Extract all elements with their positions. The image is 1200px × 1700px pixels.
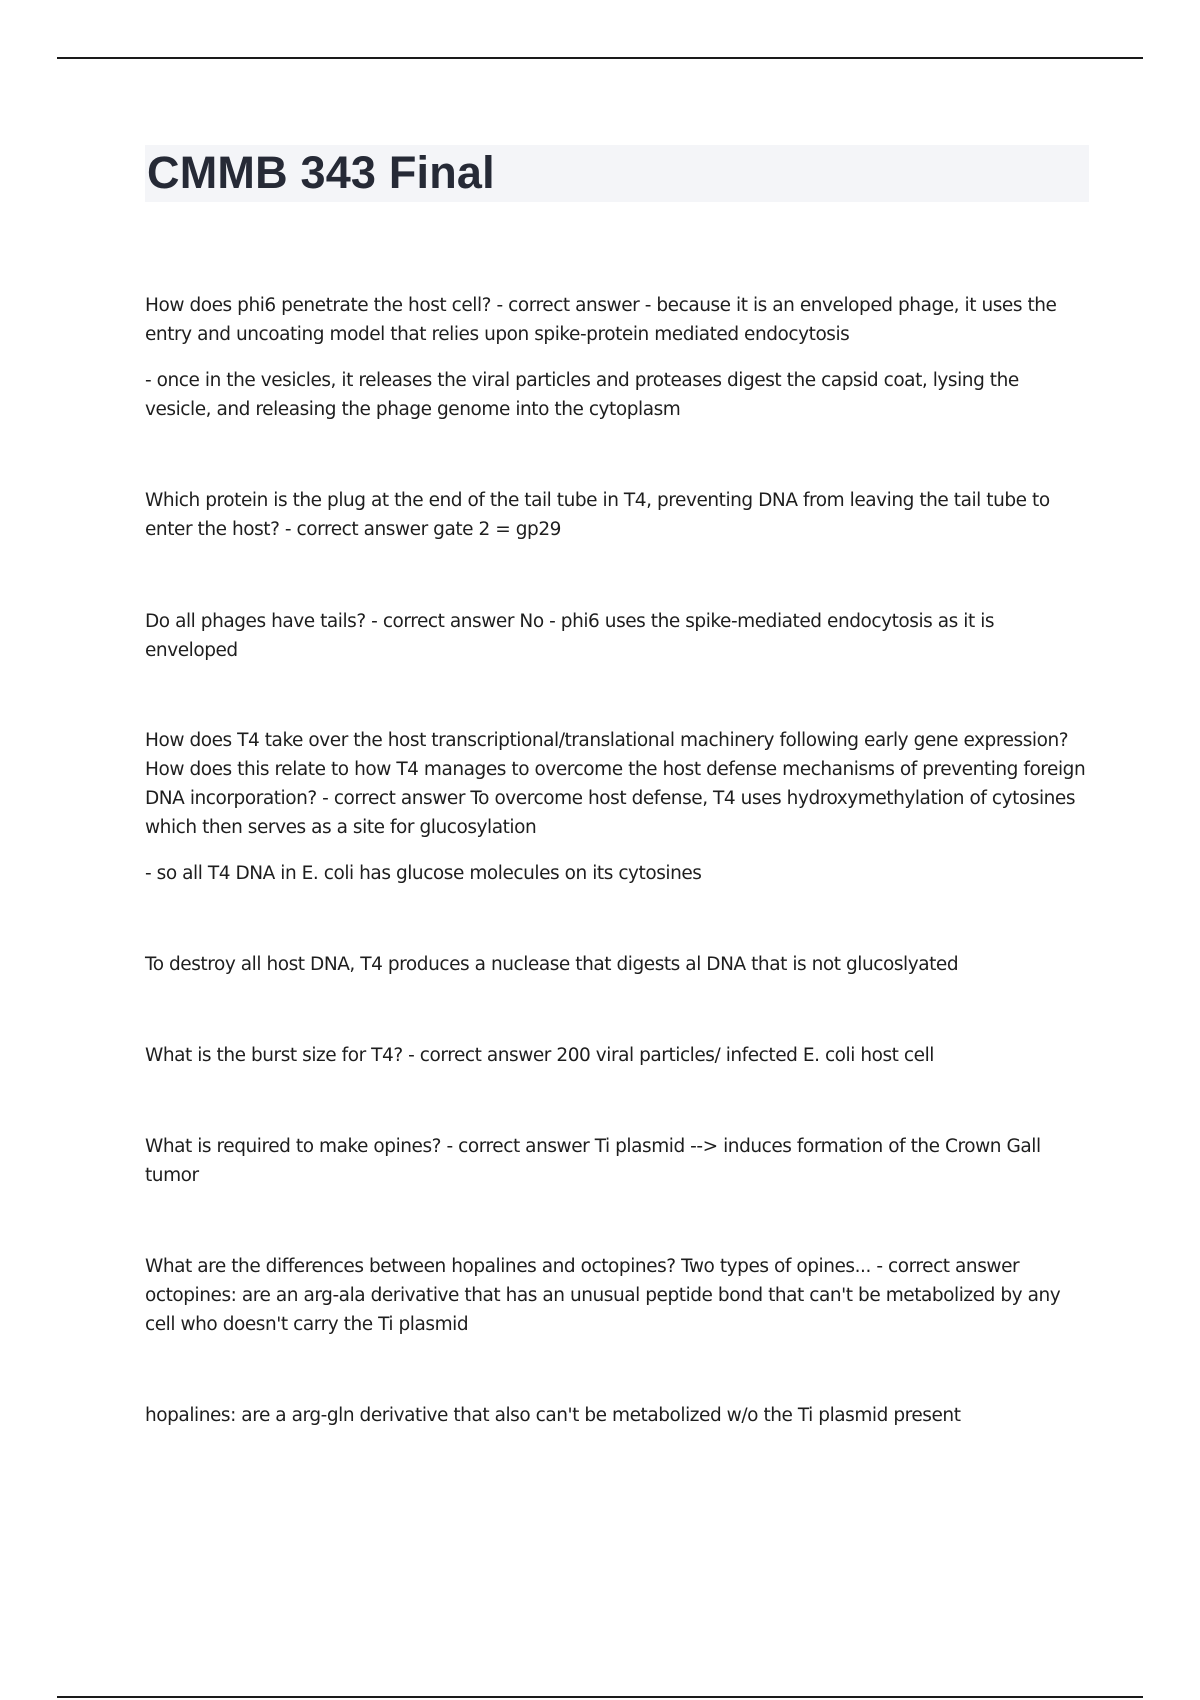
qa-hopalines-octopines xyxy=(145,1252,1090,1339)
top-rule xyxy=(57,57,1143,59)
bottom-rule xyxy=(57,1696,1143,1698)
paragraph: How does T4 take over the host transcriptional/translational machinery following early gene expression? How does this relate to how T4 manages to overcome the host defense mechanisms of preventing foreign DNA incorporation? - correct answer To overcome host defense, T4 uses hydroxymethylation of cytosines which then serves as a site for glucosylation xyxy=(145,730,1086,838)
qa-t4-nuclease xyxy=(145,950,1090,979)
paragraph: What are the differences between hopalines and octopines? Two types of opines... - correct answer octopines: are an arg-ala derivative that has an unusual peptide bond that can't be metabolized by any cell who doesn't carry the Ti plasmid xyxy=(145,1256,1061,1335)
paragraph: How does phi6 penetrate the host cell? - correct answer - because it is an enveloped phage, it uses the entry and uncoating model that relies upon spike-protein mediated endocytosis xyxy=(145,295,1057,345)
paragraph: What is the burst size for T4? - correct answer 200 viral particles/ infected E. coli host cell xyxy=(145,1045,934,1066)
qa-t4-glucose xyxy=(145,859,1090,888)
paragraph: - so all T4 DNA in E. coli has glucose molecules on its cytosines xyxy=(145,863,702,884)
qa-phage-tails xyxy=(145,607,1090,665)
qa-t4-takeover xyxy=(145,726,1090,842)
paragraph: hopalines: are a arg-gln derivative that also can't be metabolized w/o the Ti plasmid present xyxy=(145,1405,961,1426)
paragraph: - once in the vesicles, it releases the viral particles and proteases digest the capsid coat, lysing the vesicle, and releasing the phage genome into the cytoplasm xyxy=(145,370,1019,420)
qa-opines-required xyxy=(145,1132,1090,1190)
paragraph: Which protein is the plug at the end of the tail tube in T4, preventing DNA from leaving the tail tube to enter the host? - correct answer gate 2 = gp29 xyxy=(145,490,1050,540)
document-title: CMMB 343 Final xyxy=(147,147,495,198)
qa-hopalines xyxy=(145,1401,1090,1430)
paragraph: What is required to make opines? - correct answer Ti plasmid --> induces formation of the Crown Gall tumor xyxy=(145,1136,1041,1186)
paragraph: Do all phages have tails? - correct answer No - phi6 uses the spike-mediated endocytosis as it is enveloped xyxy=(145,611,995,661)
qa-phi6-vesicles xyxy=(145,366,1090,424)
qa-t4-burst-size xyxy=(145,1041,1090,1070)
qa-phi6-penetration xyxy=(145,291,1090,349)
paragraph: To destroy all host DNA, T4 produces a nuclease that digests al DNA that is not glucoslyated xyxy=(145,954,959,975)
qa-t4-plug-protein xyxy=(145,486,1090,544)
